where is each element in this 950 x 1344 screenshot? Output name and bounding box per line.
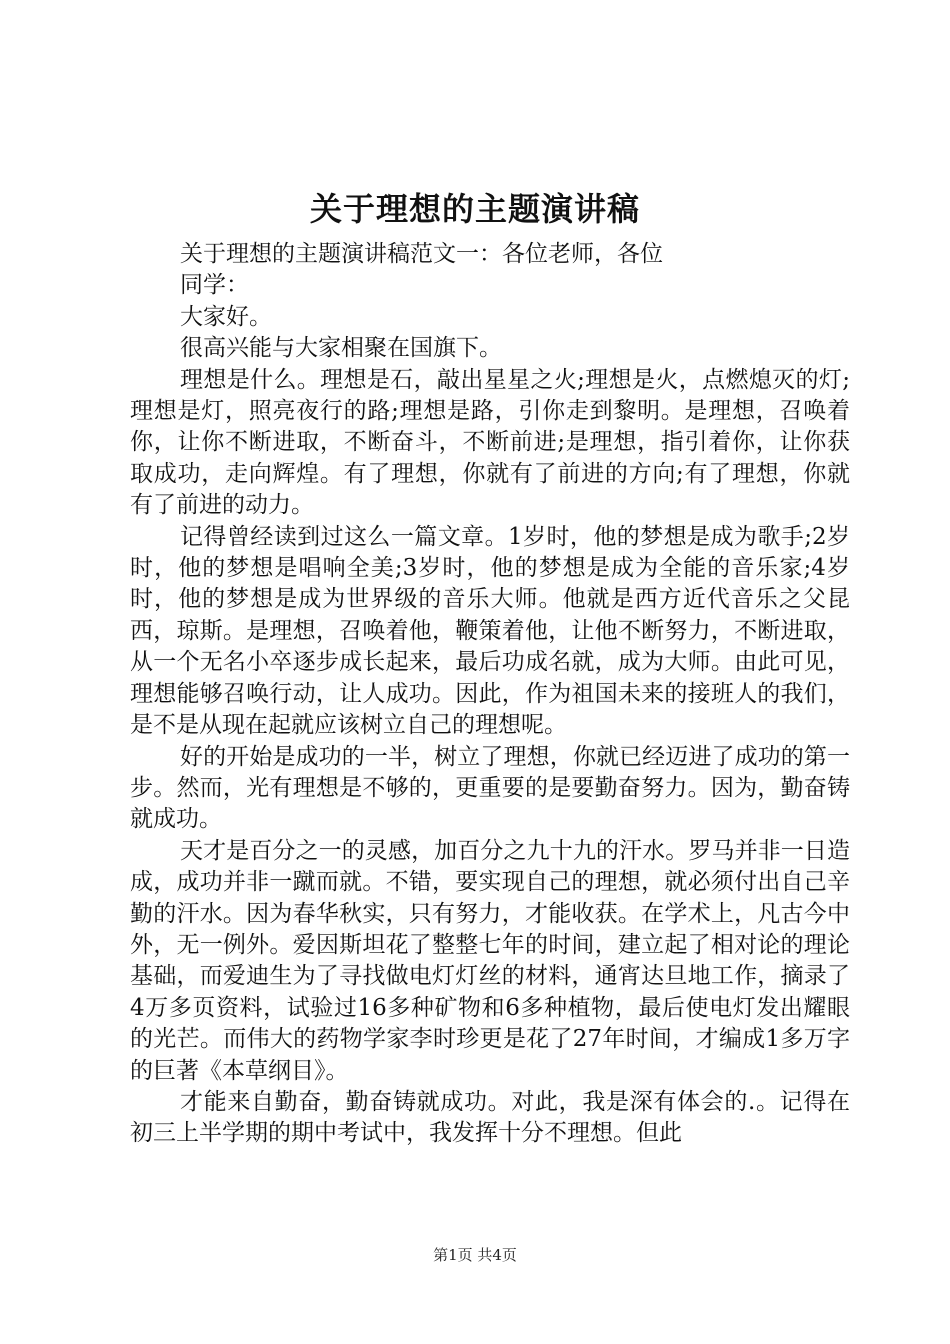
opening-line-continued: 同学： [180, 272, 249, 299]
opening-block [130, 239, 850, 365]
greeting: 大家好。 [180, 303, 272, 330]
paragraph: 记得曾经读到过这么一篇文章。1岁时，他的梦想是成为歌手;2岁时，他的梦想是唱响全美;3岁时，他的梦想是成为全能的音乐家;4岁时，他的梦想是成为世界级的音乐大师。他就是西方近代音乐之父昆西，琼斯。是理想，召唤着他，鞭策着他，让他不断努力，不断进取，从一个无名小卒逐步成长起来，最后功成名就，成为大师。由此可见，理想能够召唤行动，让人成功。因此，作为祖国未来的接班人的我们，是不是从现在起就应该树立自己的理想呢。 [130, 523, 850, 739]
opening-line: 关于理想的主题演讲稿范文一：各位老师，各位 [180, 241, 663, 267]
document-title: 关于理想的主题演讲稿 [309, 190, 640, 228]
paragraph: 好的开始是成功的一半，树立了理想，你就已经迈进了成功的第一步。然而，光有理想是不够的，更重要的是要勤奋努力。因为，勤奋铸就成功。 [130, 743, 850, 833]
intro-line: 很高兴能与大家相聚在国旗下。 [180, 335, 502, 362]
paragraph: 天才是百分之一的灵感，加百分之九十九的汗水。罗马并非一日造成，成功并非一蹴而就。不错，要实现自己的理想，就必须付出自己辛勤的汗水。因为春华秋实，只有努力，才能收获。在学术上，凡古今中外，无一例外。爱因斯坦花了整整七年的时间，建立起了相对论的理论基础，而爱迪生为了寻找做电灯灯丝的材料，通宵达旦地工作，摘录了4万多页资料，试验过16多种矿物和6多种植物，最后使电灯发出耀眼的光芒。而伟大的药物学家李时珍更是花了27年时间，才编成1多万字的巨著《本草纲目》。 [130, 837, 850, 1084]
paragraph: 理想是什么。理想是石，敲出星星之火;理想是火，点燃熄灭的灯;理想是灯，照亮夜行的路;理想是路，引你走到黎明。是理想，召唤着你，让你不断进取，不断奋斗，不断前进;是理想，指引着你，让你获取成功，走向辉煌。有了理想，你就有了前进的方向;有了理想，你就有了前进的动力。 [130, 366, 850, 519]
document-body [130, 239, 850, 1150]
page-number: 第1页 共4页 [433, 1246, 517, 1264]
paragraph: 才能来自勤奋，勤奋铸就成功。对此，我是深有体会的.。记得在初三上半学期的期中考试中，我发挥十分不理想。但此 [130, 1088, 850, 1147]
